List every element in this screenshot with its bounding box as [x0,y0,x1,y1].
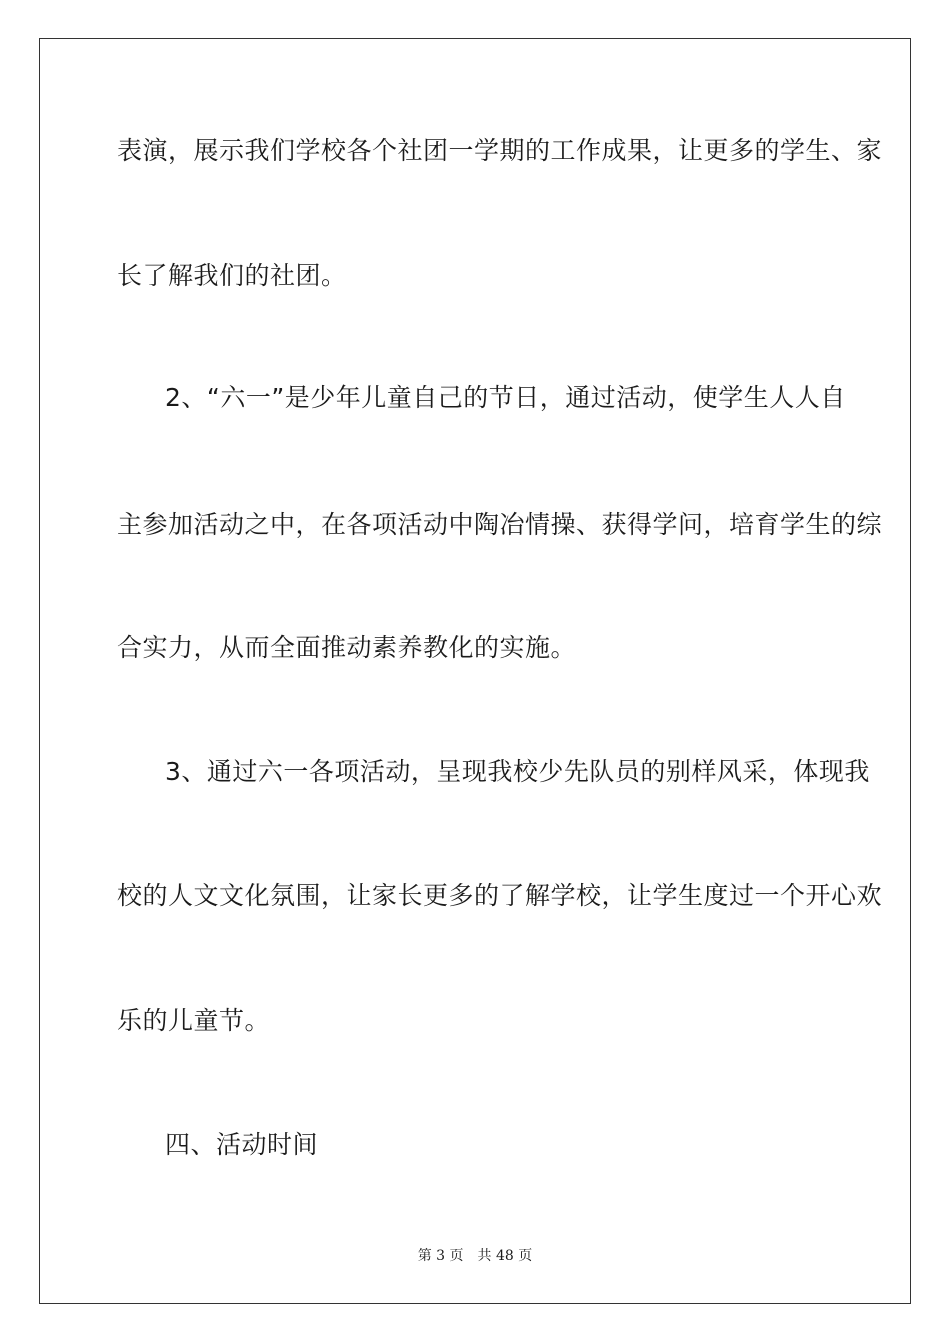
section-heading: 四、活动时间 [165,1130,319,1159]
paragraph-line-1: 表演，展示我们学校各个社团一学期的工作成果，让更多的学生、家 [117,136,883,165]
page-number: 第 3 页 共 48 页 [417,1248,533,1264]
paragraph-line-6: 3、通过六一各项活动，呈现我校少先队员的别样风采，体现我 [165,757,870,786]
page-border [39,38,911,1304]
paragraph-line-3: 2、“六一”是少年儿童自己的节日，通过活动，使学生人人自 [165,383,846,412]
paragraph-line-7: 校的人文文化氛围，让家长更多的了解学校，让学生度过一个开心欢 [117,881,883,910]
paragraph-line-2: 长了解我们的社团。 [117,261,347,290]
paragraph-line-8: 乐的儿童节。 [117,1006,271,1035]
paragraph-line-4: 主参加活动之中，在各项活动中陶冶情操、获得学问，培育学生的综 [117,510,883,539]
paragraph-line-5: 合实力，从而全面推动素养教化的实施。 [117,633,577,662]
